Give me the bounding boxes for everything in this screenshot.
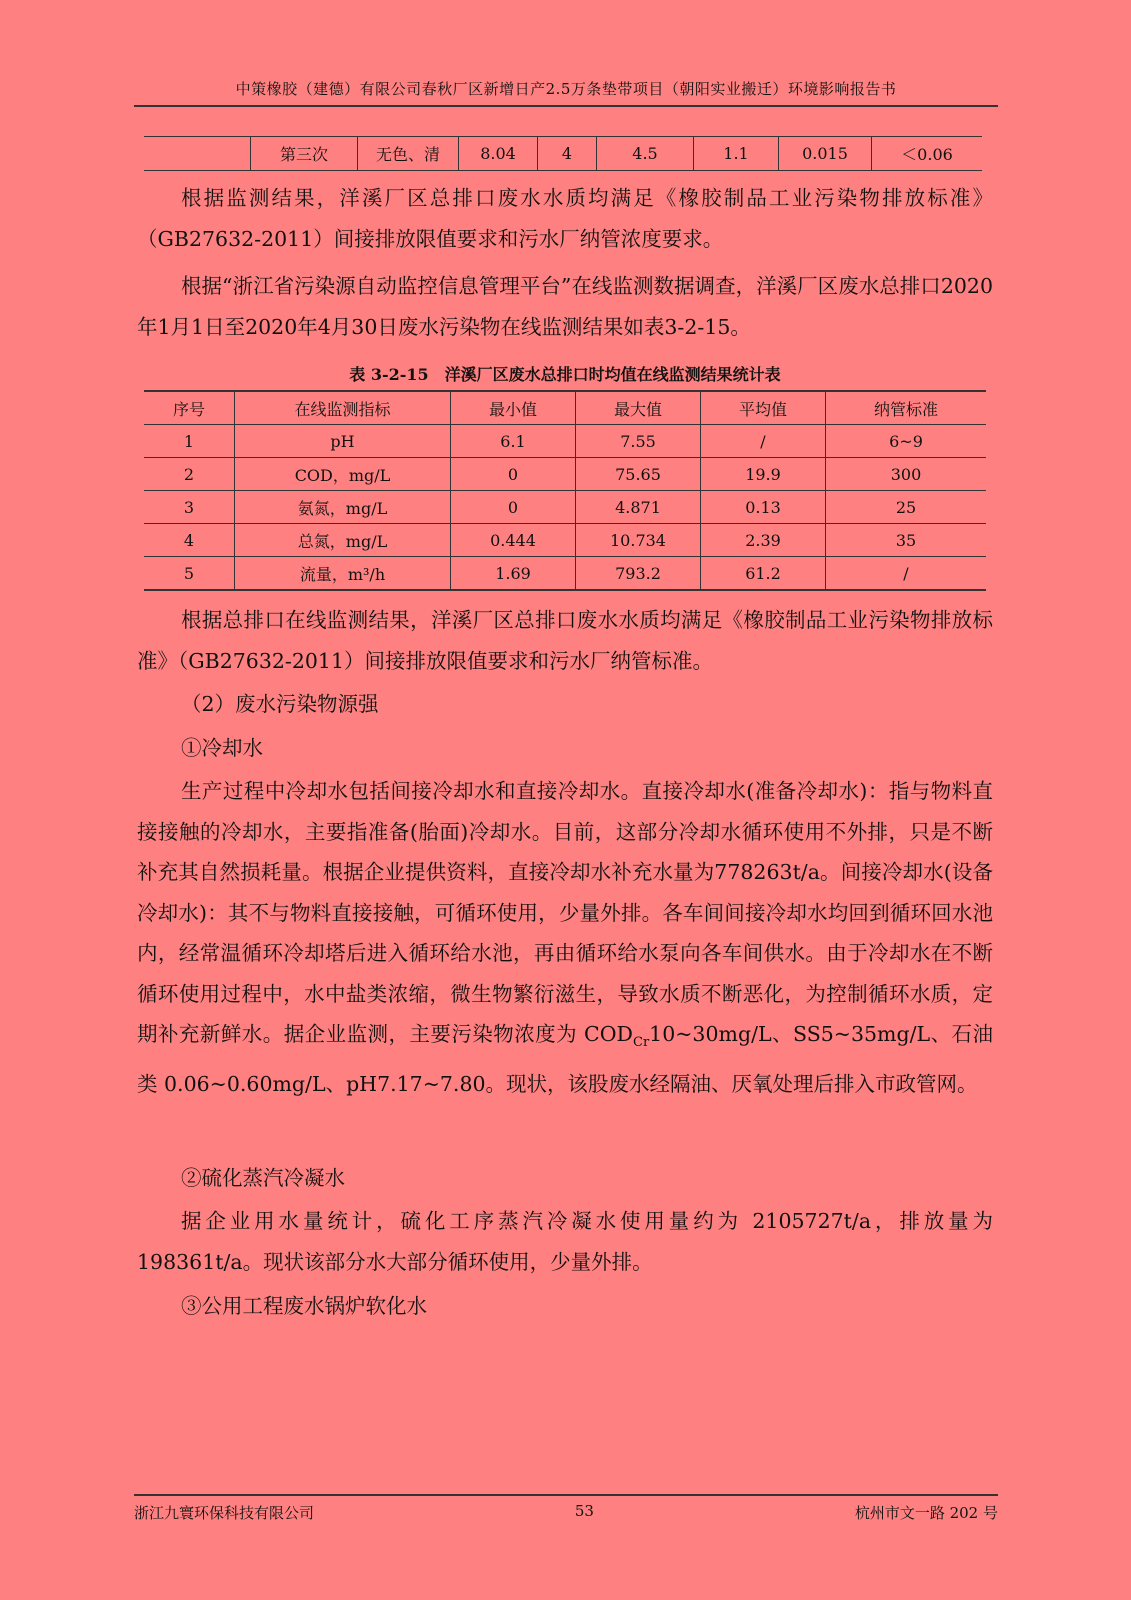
table-cell: 4 — [144, 524, 235, 557]
paragraph-online-result: 根据总排口在线监测结果，洋溪厂区总排口废水水质均满足《橡胶制品工业污染物排放标准》（GB27632-2011）间接排放限值要求和污水厂纳管标准。 — [137, 608, 993, 673]
table-cell: 75.65 — [576, 458, 701, 491]
table-cell: 300 — [826, 458, 987, 491]
table-cell: 流量，m³/h — [235, 557, 451, 591]
table-cell: 3 — [144, 491, 235, 524]
table-row — [144, 137, 982, 171]
table-cell: 6.1 — [451, 425, 576, 458]
table-cell: 4.871 — [576, 491, 701, 524]
table-cell: 0.015 — [779, 137, 872, 171]
table-cell: 0.444 — [451, 524, 576, 557]
table-cell: 总氮，mg/L — [235, 524, 451, 557]
table-header: 在线监测指标 — [235, 391, 451, 425]
table-header: 序号 — [144, 391, 235, 425]
table-cell: / — [826, 557, 987, 591]
paragraph-online-monitoring: 根据“浙江省污染源自动监控信息管理平台”在线监测数据调查，洋溪厂区废水总排口2020年1月1日至2020年4月30日废水污染物在线监测结果如表3-2-15。 — [137, 274, 993, 339]
page-header: 中策橡胶（建德）有限公司春秋厂区新增日产2.5万条垫带项目（朝阳实业搬迁）环境影响报告书 — [134, 78, 998, 107]
table-cell: 61.2 — [701, 557, 826, 591]
text-run: 10~30mg/L、SS5~35mg/L、石油类 0.06~0.60mg/L、pH7.17~7.80。现状，该股废水经隔油、厌氧处理后排入市政管网。 — [137, 1022, 993, 1096]
table-cell: ＜0.06 — [872, 137, 983, 171]
table-cell: 25 — [826, 491, 987, 524]
table-row — [144, 425, 986, 458]
continued-table-row — [144, 136, 982, 171]
table-cell: 4 — [538, 137, 597, 171]
table-cell: COD，mg/L — [235, 458, 451, 491]
table-cell — [144, 137, 251, 171]
table-header: 最小值 — [451, 391, 576, 425]
table-header: 纳管标准 — [826, 391, 987, 425]
table-cell: 5 — [144, 557, 235, 591]
section-heading-wastewater-source: （2）废水污染物源强 — [181, 692, 379, 716]
paragraph-monitoring-result: 根据监测结果，洋溪厂区总排口废水水质均满足《橡胶制品工业污染物排放标准》（GB27632-2011）间接排放限值要求和污水厂纳管浓度要求。 — [137, 186, 993, 251]
online-monitoring-table — [144, 390, 986, 591]
subscript-text: Cr — [633, 1035, 650, 1051]
table-cell: 1 — [144, 425, 235, 458]
page-number: 53 — [574, 1502, 594, 1520]
footer-company: 浙江九寰环保科技有限公司 — [134, 1504, 315, 1522]
table-cell: 793.2 — [576, 557, 701, 591]
page-footer — [134, 1494, 998, 1523]
table-cell: 7.55 — [576, 425, 701, 458]
table-header-row — [144, 391, 986, 425]
footer-address: 杭州市文一路 202 号 — [854, 1504, 998, 1522]
section-heading-boiler-water: ③公用工程废水锅炉软化水 — [181, 1294, 427, 1318]
table-cell: / — [701, 425, 826, 458]
paragraph-cooling-water — [137, 771, 993, 1104]
table-row — [144, 458, 986, 491]
table-row — [144, 491, 986, 524]
table-cell: 第三次 — [251, 137, 358, 171]
table-cell: 8.04 — [459, 137, 538, 171]
table-caption: 表 3-2-15 洋溪厂区废水总排口时均值在线监测结果统计表 — [349, 365, 781, 384]
table-cell: 19.9 — [701, 458, 826, 491]
table-cell: 1.69 — [451, 557, 576, 591]
section-heading-condensate: ②硫化蒸汽冷凝水 — [181, 1166, 345, 1190]
paragraph-condensate: 据企业用水量统计，硫化工序蒸汽冷凝水使用量约为 2105727t/a，排放量为198361t/a。现状该部分水大部分循环使用，少量外排。 — [137, 1209, 993, 1274]
table-header: 最大值 — [576, 391, 701, 425]
table-cell: 无色、清 — [358, 137, 459, 171]
table-cell: 0 — [451, 491, 576, 524]
table-row — [144, 524, 986, 557]
table-cell: 2 — [144, 458, 235, 491]
section-heading-cooling-water: ①冷却水 — [181, 736, 263, 760]
table-cell: 2.39 — [701, 524, 826, 557]
table-cell: 0 — [451, 458, 576, 491]
table-cell: 1.1 — [694, 137, 779, 171]
table-cell: 4.5 — [597, 137, 694, 171]
table-cell: 10.734 — [576, 524, 701, 557]
table-cell: pH — [235, 425, 451, 458]
table-cell: 35 — [826, 524, 987, 557]
table-cell: 6~9 — [826, 425, 987, 458]
text-run: 生产过程中冷却水包括间接冷却水和直接冷却水。直接冷却水(准备冷却水)：指与物料直接接触的冷却水，主要指准备(胎面)冷却水。目前，这部分冷却水循环使用不外排，只是不断补充其自然损耗量。根据企业提供资料，直接冷却水补充水量为778263t/a。间接冷却水(设备冷却水)：其不与物料直接接触，可循环使用，少量外排。各车间间接冷却水均回到循环回水池内，经常温循环冷却塔后进入循环给水池，再由循环给水泵向各车间供水。由于冷却水在不断循环使用过程中，水中盐类浓缩，微生物繁衍滋生，导致水质不断恶化，为控制循环水质，定期补充新鲜水。据企业监测，主要污染物浓度为 COD — [137, 779, 993, 1046]
table-cell: 氨氮，mg/L — [235, 491, 451, 524]
table-cell: 0.13 — [701, 491, 826, 524]
table-row — [144, 557, 986, 591]
table-header: 平均值 — [701, 391, 826, 425]
